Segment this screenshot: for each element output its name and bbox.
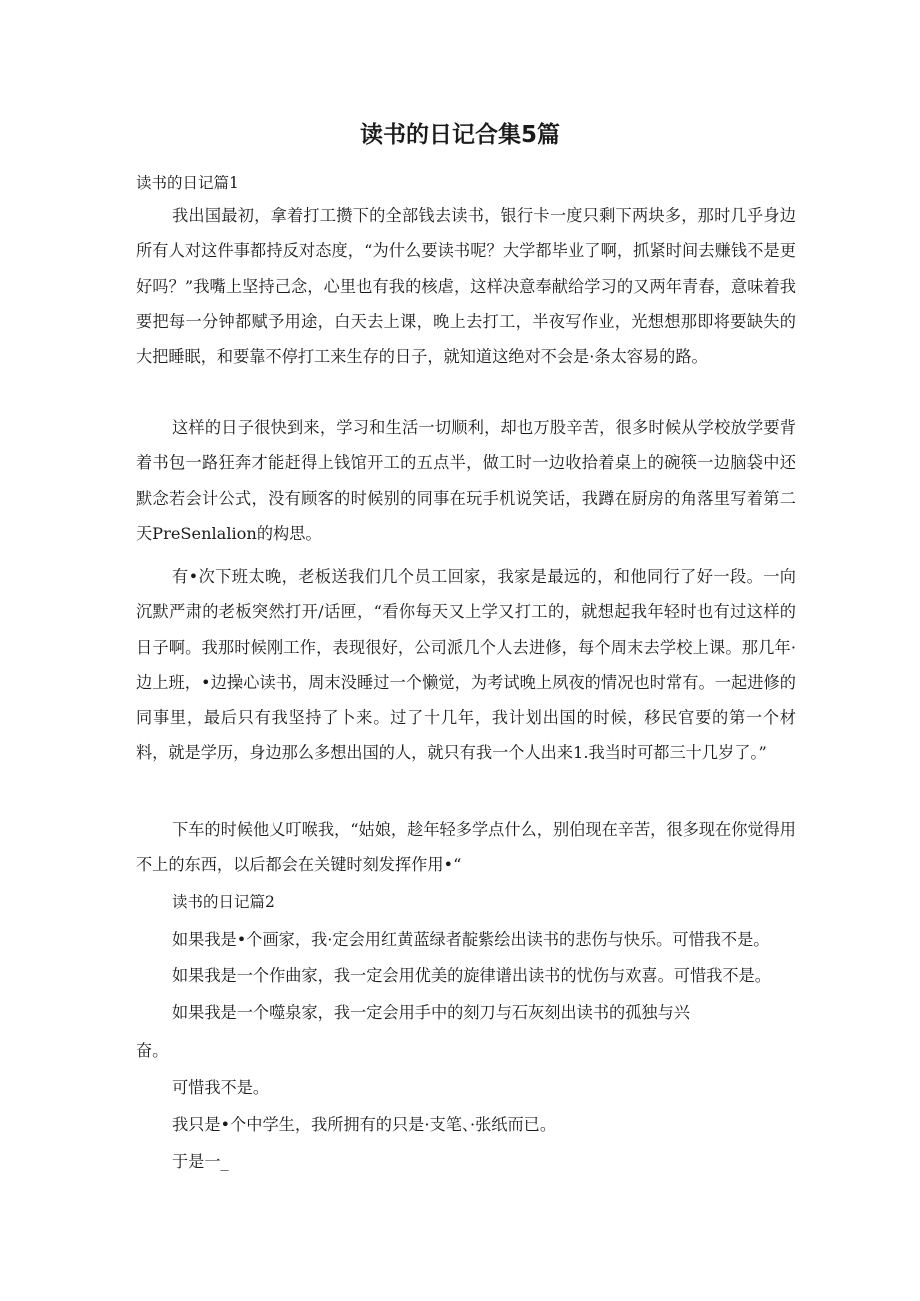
poem-line-4: 可惜我不是。 xyxy=(172,1078,270,1097)
document-title: 读书的日记合集5篇 xyxy=(359,122,560,148)
poem-line-2: 如果我是一个作曲家，我一定会用优美的旋律谱出读书的忧伤与欢喜。可惜我不是。 xyxy=(172,966,771,985)
poem-line-5: 我只是•个中学生，我所拥有的只是·支笔、·张纸而已。 xyxy=(172,1115,557,1134)
paragraph-2: 这样的日子很快到来，学习和生活一切顺利，却也万股辛苦，很多时候从学校放学要背着书包一路狂奔才能赶得上钱馆开工的五点半，做工时一边收拾着桌上的碗筷一边脑袋中还默念若会计公式，没有顾客的时候别的同事在玩手机说笑话，我蹲在厨房的角落里写着第二天PreSenlalion的构思。 xyxy=(136,418,796,543)
paragraph-4: 下车的时候他乂叮喉我，“姑娘，趁年轻多学点什么，别伯现在辛苦，很多现在你觉得用不上的东西，以后都会在关键时刻发挥作用•“ xyxy=(136,820,796,875)
section-heading-2: 读书的日记篇2 xyxy=(172,893,275,911)
section-heading-1: 读书的日记篇1 xyxy=(136,174,239,192)
poem-line-1: 如果我是•个画家，我·定会用红黄蓝绿者靛紫绘出读书的悲伤与快乐。可惜我不是。 xyxy=(172,930,770,949)
paragraph-1: 我出国最初，拿着打工攒下的全部钱去读书，银行卡一度只剩下两块多，那时几乎身边所有人对这件事都持反对态度，“为什么要读书呢？大学都毕业了啊，抓紧时间去赚钱不是更好吗？”我嘴上坚持己念，心里也有我的核虐，这样决意奉献给学习的又两年青春，意味着我要把每一分钟都赋予用途，白天去上课，晚上去打工，半夜写作业，光想想那即将要缺失的大把睡眠，和要靠不停打工来生存的日子，就知道这绝对不会是·条太容易的路。 xyxy=(136,206,796,367)
poem-line-3: 如果我是一个噬泉家，我一定会用手中的刻刀与石灰刻出读书的孤独与兴 xyxy=(172,1003,690,1022)
poem-line-3-cont: 奋。 xyxy=(136,1041,169,1060)
poem-line-6: 于是一_ xyxy=(172,1152,229,1171)
paragraph-3: 有•次下班太晚，老板送我们几个员工回家，我家是最远的，和他同行了好一段。一向沉默严肃的老板突然打开/话匣，“看你每天又上学又打工的，就想起我年轻时也有过这样的日子啊。我那时候刚工作，表现很好，公司派几个人去进修，每个周末去学校上课。那几年·边上班，•边操心读书，周末没睡过一个懒觉，为考试晚上夙夜的情况也时常有。一起进修的同事里，最后只有我坚持了卜来。过了十几年，我计划出国的时候，移民官要的第一个材料，就是学历，身边那么多想出国的人，就只有我一个人出来1.我当时可都三十几岁了。” xyxy=(136,567,796,763)
